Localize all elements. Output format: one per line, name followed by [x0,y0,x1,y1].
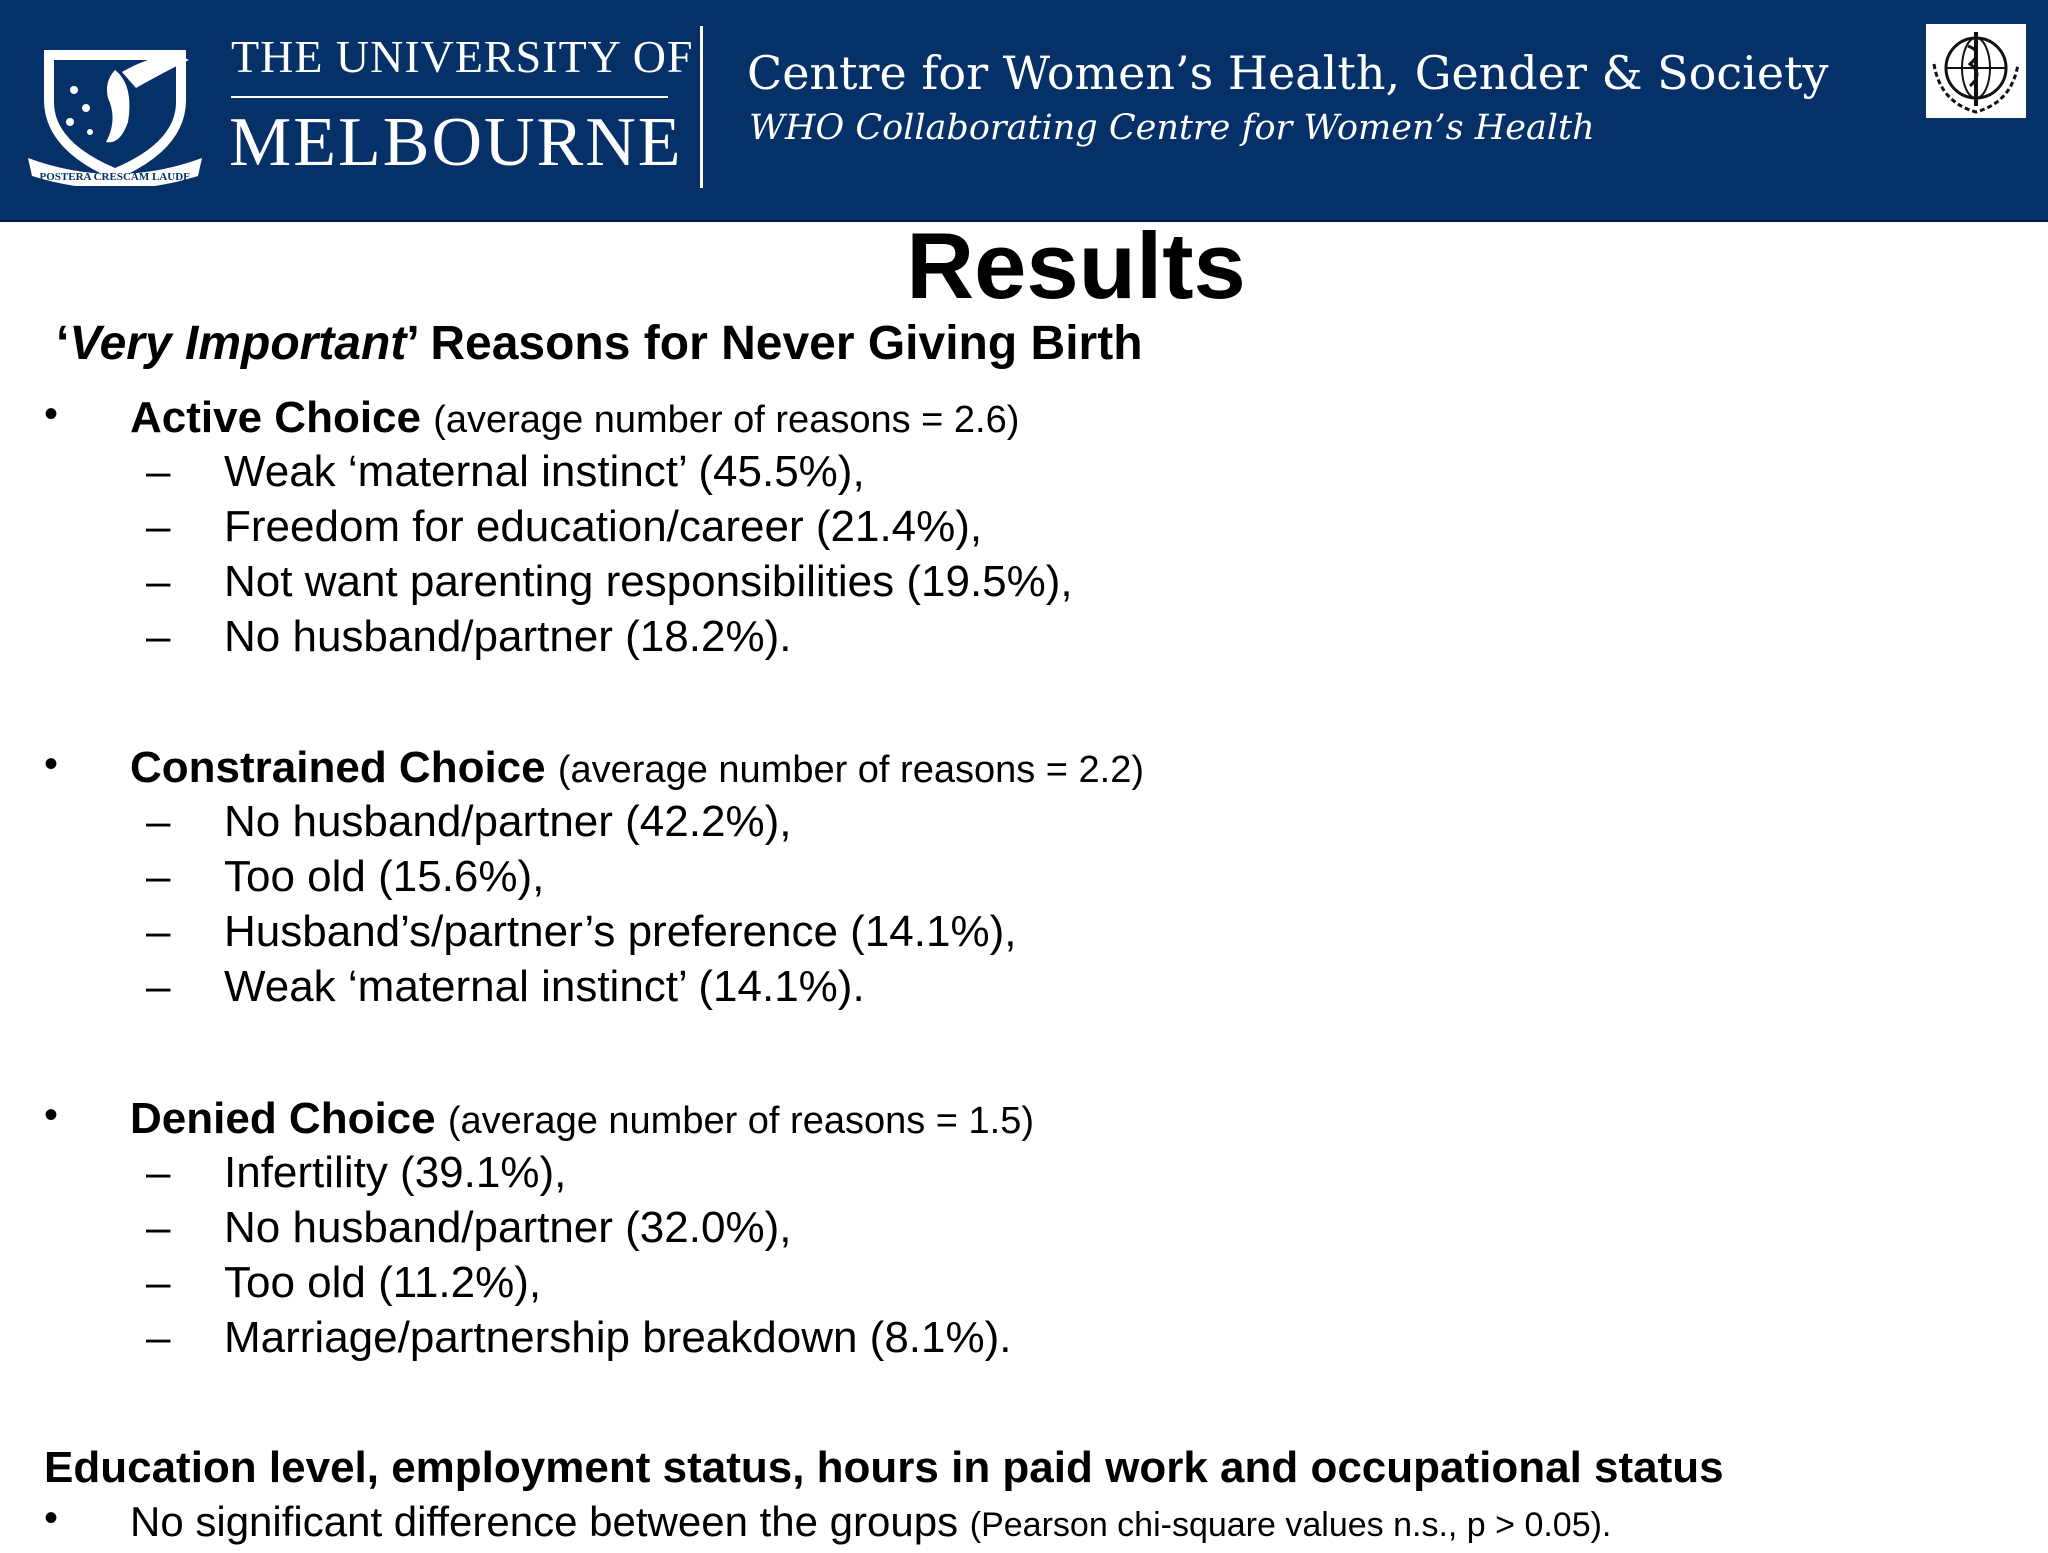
education-heading: Education level, employment status, hours in paid work and occupational status [44,1443,1724,1492]
list-item-text: Weak ‘maternal instinct’ (14.1%). [224,962,865,1011]
dash-icon: – [146,612,171,661]
education-finding-text: No significant difference between the groups [130,1498,959,1545]
subtitle-emphasis: Very Important [69,317,407,370]
list-item-text: Husband’s/partner’s preference (14.1%), [224,907,1017,956]
group-note: (average number of reasons = 1.5) [447,1100,1035,1142]
bullet-icon: • [44,1093,59,1137]
centre-name: Centre for Women’s Health, Gender & Society [747,46,1829,100]
header-divider [700,26,703,188]
group-title: Denied Choice [130,1094,436,1143]
dash-icon: – [146,852,171,901]
group-heading [130,1091,1034,1149]
group-title: Constrained Choice [130,743,546,792]
dash-icon: – [146,1313,171,1362]
list-item-text: Marriage/partnership breakdown (8.1%). [224,1313,1012,1362]
university-crest-icon [24,30,206,186]
list-item-text: Weak ‘maternal instinct’ (45.5%), [224,447,865,496]
dash-icon: – [146,907,171,956]
education-note: (Pearson chi-square values n.s., p > 0.05). [969,1506,1612,1544]
list-item-text: No husband/partner (42.2%), [224,797,792,846]
subtitle-rest: ’ Reasons for Never Giving Birth [406,317,1143,370]
university-name-line1: THE UNIVERSITY OF [231,31,694,82]
group-heading [130,390,1019,448]
list-item-text: Freedom for education/career (21.4%), [224,502,983,551]
list-item-text: No husband/partner (18.2%). [224,612,792,661]
dash-icon: – [146,962,171,1011]
dash-icon: – [146,502,171,551]
dash-icon: – [146,1148,171,1197]
group-note: (average number of reasons = 2.6) [433,399,1020,441]
list-item-text: Not want parenting responsibilities (19.5%), [224,557,1073,606]
slide-title: Results [906,213,1246,318]
university-name-line2: MELBOURNE [229,104,683,181]
dash-icon: – [146,1258,171,1307]
slide-subtitle [56,312,1143,376]
list-item-text: Too old (15.6%), [224,852,545,901]
bullet-icon: • [44,392,59,436]
bullet-icon: • [44,742,59,786]
dash-icon: – [146,1203,171,1252]
dash-icon: – [146,447,171,496]
bullet-icon: • [44,1496,59,1540]
subtitle-quote-open: ‘ [56,317,70,370]
list-item-text: Too old (11.2%), [224,1258,542,1307]
university-name-rule [231,96,668,98]
dash-icon: – [146,557,171,606]
group-title: Active Choice [130,393,421,442]
list-item-text: No husband/partner (32.0%), [224,1203,792,1252]
group-heading [130,740,1144,798]
education-finding [130,1494,1611,1553]
crest-motto: POSTERA CRESCAM LAUDE [39,171,191,183]
list-item-text: Infertility (39.1%), [224,1148,567,1197]
header-banner [0,0,2048,222]
dash-icon: – [146,797,171,846]
centre-subtitle: WHO Collaborating Centre for Women’s Health [749,108,1595,148]
group-note: (average number of reasons = 2.2) [557,749,1145,791]
who-emblem-icon [1926,24,2026,118]
